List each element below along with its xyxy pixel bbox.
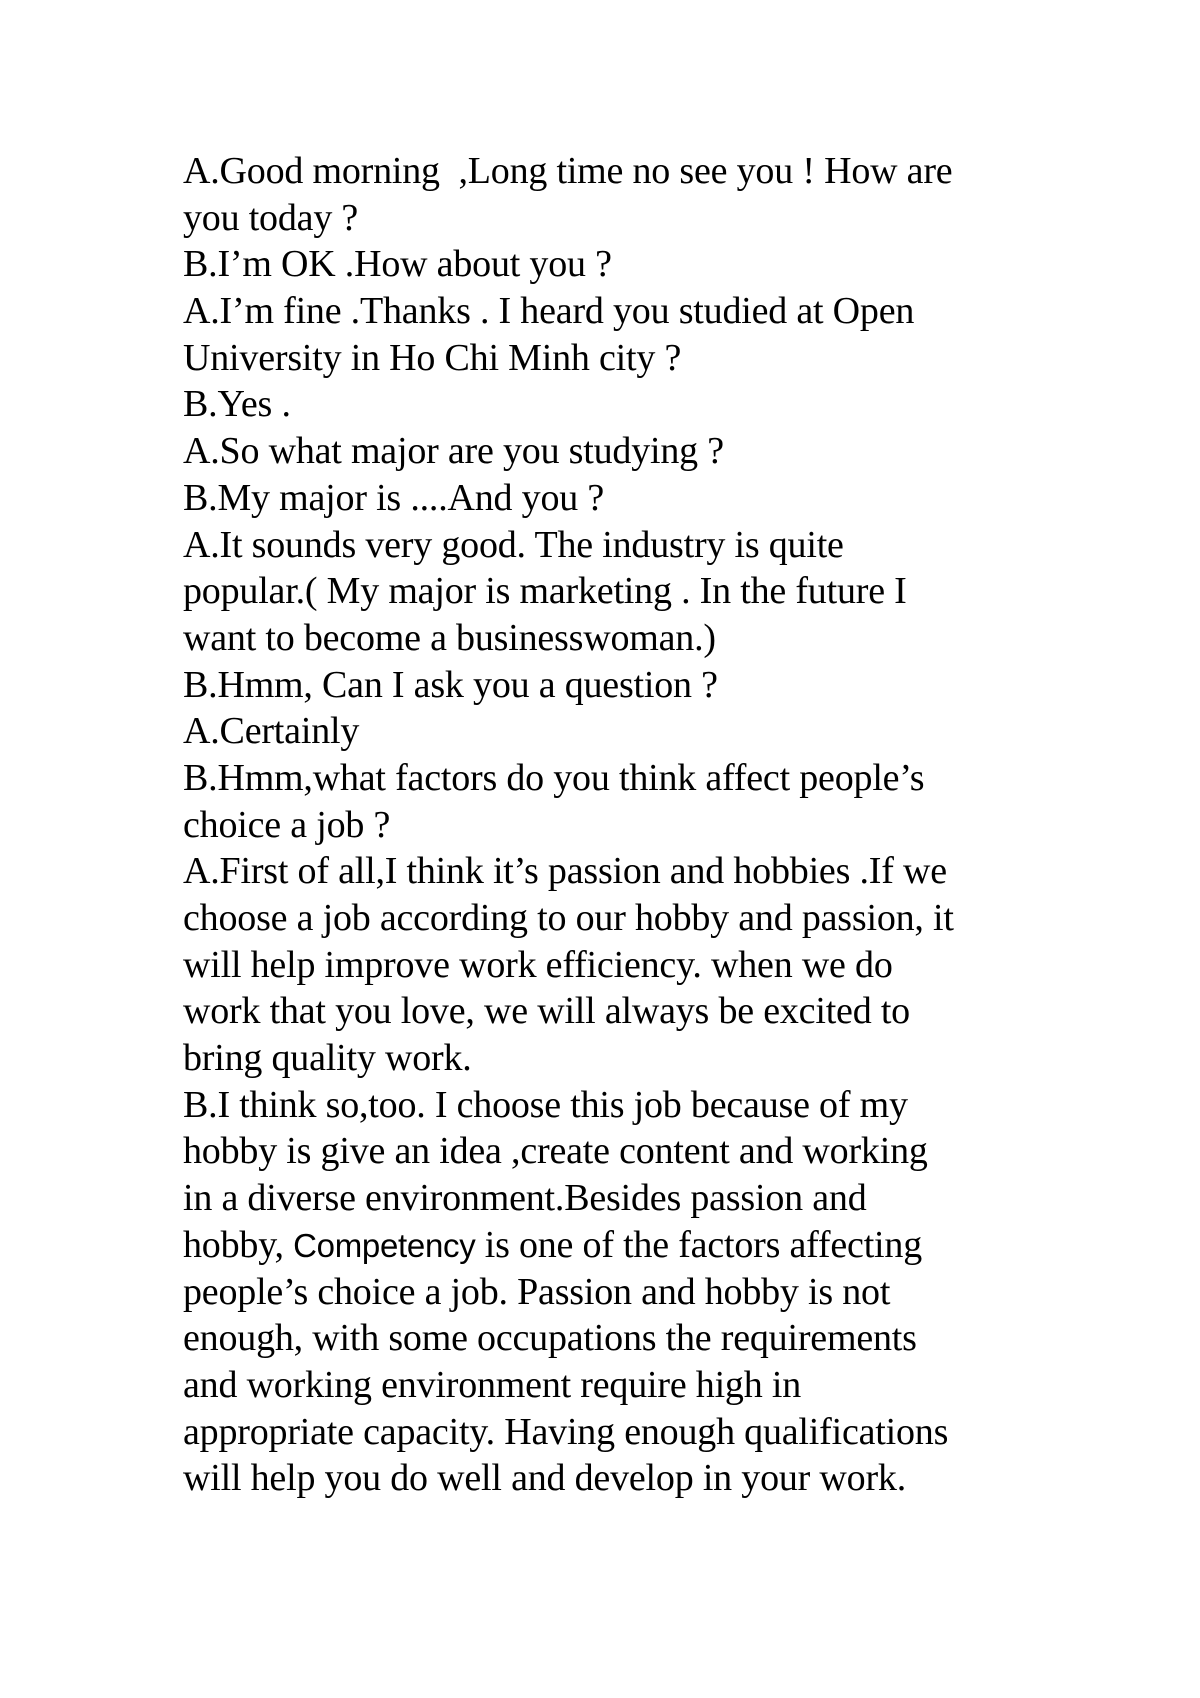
- text-line: will help improve work efficiency. when we do: [183, 943, 893, 986]
- text-line: work that you love, we will always be excited to: [183, 990, 910, 1033]
- text-line: popular.( My major is marketing . In the future I: [183, 570, 907, 613]
- text-line: you today ?: [183, 196, 359, 239]
- text-line: B.I’m OK .How about you ?: [183, 243, 612, 286]
- sans-word: Competency: [293, 1226, 476, 1264]
- text-line: bring quality work.: [183, 1037, 472, 1080]
- text-line: people’s choice a job. Passion and hobby is not: [183, 1270, 891, 1313]
- text-line: A.Certainly: [183, 710, 360, 753]
- text-line: enough, with some occupations the requirements: [183, 1317, 917, 1360]
- text-line: B.My major is ....And you ?: [183, 476, 605, 519]
- text-line: choice a job ?: [183, 803, 391, 846]
- text-line: hobby is give an idea ,create content and working: [183, 1130, 928, 1173]
- text-line-mixed-font: [183, 1222, 1043, 1269]
- text-line: B.I think so,too. I choose this job because of my: [183, 1083, 908, 1126]
- text-line: B.Yes .: [183, 383, 291, 426]
- text-line: B.Hmm, Can I ask you a question ?: [183, 663, 718, 706]
- text-line: and working environment require high in: [183, 1363, 801, 1406]
- line-prefix: hobby,: [183, 1223, 294, 1266]
- dialogue-text: [183, 148, 1043, 1502]
- text-line: in a diverse environment.Besides passion and: [183, 1177, 867, 1220]
- line-suffix: is one of the factors affecting: [475, 1223, 923, 1266]
- text-line: A.Good morning ,Long time no see you ! How are: [183, 150, 953, 192]
- text-line: A.I’m fine .Thanks . I heard you studied at Open: [183, 290, 915, 333]
- text-line: University in Ho Chi Minh city ?: [183, 336, 682, 379]
- text-line: A.It sounds very good. The industry is quite: [183, 523, 844, 566]
- text-line: will help you do well and develop in your work.: [183, 1457, 907, 1500]
- text-line: choose a job according to our hobby and passion, it: [183, 897, 954, 939]
- text-line: appropriate capacity. Having enough qualifications: [183, 1410, 949, 1453]
- text-line: A.So what major are you studying ?: [183, 430, 724, 473]
- text-line: B.Hmm,what factors do you think affect people’s: [183, 756, 925, 799]
- text-line: A.First of all,I think it’s passion and hobbies .If we: [183, 850, 947, 893]
- text-line: want to become a businesswoman.): [183, 616, 716, 659]
